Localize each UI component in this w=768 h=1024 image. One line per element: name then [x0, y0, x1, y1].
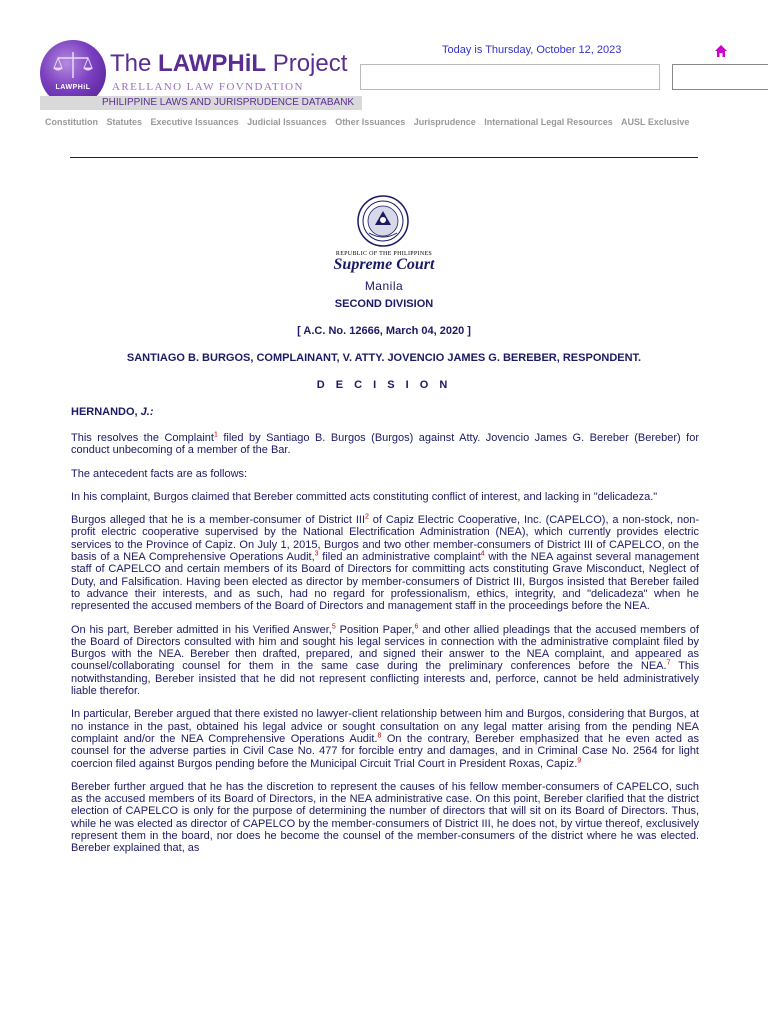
nav-constitution[interactable]: Constitution [45, 117, 98, 127]
nav-international-legal-resources[interactable]: International Legal Resources [484, 117, 613, 127]
footnote-link-8[interactable]: 8 [377, 732, 382, 740]
logo-subtitle: ARELLANO LAW FOVNDATION [112, 81, 304, 93]
nav-jurisprudence[interactable]: Jurisprudence [413, 117, 476, 127]
case-parties: SANTIAGO B. BURGOS, COMPLAINANT, V. ATTY. JOVENCIO JAMES G. BEREBER, RESPONDENT. [126, 352, 642, 364]
main-nav [45, 117, 695, 127]
nav-judicial-issuances[interactable]: Judicial Issuances [247, 117, 327, 127]
footnote-link-7[interactable]: 7 [666, 659, 671, 667]
court-division: SECOND DIVISION [334, 298, 434, 310]
nav-other-issuances[interactable]: Other Issuances [335, 117, 406, 127]
logo-tagline-bar: PHILIPPINE LAWS AND JURISPRUDENCE DATABANK [40, 96, 362, 110]
footnote-link-5[interactable]: 5 [331, 622, 336, 630]
paragraph-3: In his complaint, Burgos claimed that Bereber committed acts constituting conflict of interest, and lacking in "delicadeza." [71, 490, 658, 503]
paragraph-5: On his part, Bereber admitted in his Verified Answer,$^5$ Position Paper,$^6$ and other allied pleadings that the accused members of the Board of Directors consulted with him and sought his legal services in connection with the administrative complaint filed by Burgos with the NEA. Bereber then drafted, prepared, and signed their answer to the NEA complaint, and appeared as counsel/collaborating counsel for them in the same case during the preliminary conferences before the NEA.$^7$ This notwithstanding, Bereber insisted that he did not represent conflicting interests and, perforce, cannot be held administratively liable therefor. [71, 622, 699, 698]
footnote-link-1[interactable]: 1 [213, 431, 218, 439]
footnote-link-4[interactable]: 4 [480, 550, 485, 558]
home-icon[interactable] [714, 44, 728, 58]
court-city: Manila [364, 279, 404, 293]
search-input[interactable] [360, 64, 660, 90]
paragraph-6: In particular, Bereber argued that there existed no lawyer-client relationship between him and Burgos, considering that Burgos, at no instance in the past, obtained his legal advice or sought consultation on any legal matter arising from the pending NEA complaint and/or the NEA Comprehensive Operations Audit.$^8$ On the contrary, Bereber emphasized that he even acted as counsel for the adverse parties in Civil Case No. 477 for forcible entry and damages, and in Criminal Case No. 2564 for light coercion filed against Burgos pending before the Municipal Circuit Trial Court in President Roxas, Capiz.$^9$ [71, 708, 699, 770]
supreme-court-seal-icon [357, 195, 409, 247]
paragraph-4: Burgos alleged that he is a member-consumer of District III$^2$ of Capiz Electric Cooperative, Inc. (CAPELCO), a non-stock, non-profit electric cooperative supervised by the National Electrification Administration (NEA), which currently provides electric services to the Province of Capiz. On July 1, 2015, Burgos and two other member-consumers of District III of CAPELCO, on the basis of a NEA Comprehensive Operations Audit,$^3$ filed an administrative complaint$^4$ with the NEA against several management staff of CAPELCO and certain members of its Board of Directors for committing acts constituting Grave Misconduct, Neglect of Duty, and Falsification. Having been elected as director by member-consumers of District III, Burgos insisted that Bereber failed to advance their interests, and as such, had no regard for professionalism, ethics, integrity, and "delicadeza" when he represented the accused members of the Board of Directors and management staff in the proceedings before the NEA. [71, 513, 700, 613]
footnote-link-9[interactable]: 9 [577, 756, 582, 764]
site-logo[interactable] [40, 40, 370, 115]
scales-icon [52, 50, 94, 80]
search-field-secondary[interactable] [672, 64, 768, 90]
nav-ausl-exclusive[interactable]: AUSL Exclusive [621, 117, 690, 127]
paragraph-7: Bereber further argued that he has the discretion to represent the causes of his fellow member-consumers of CAPELCO, such as the accused members of its Board of Directors, in the NEA administrative case. On this point, Bereber clarified that the district election of CAPELCO is only for the purpose of determining the number of directors that will sit on its Board of Directors. Thus, while he was elected as director of CAPELCO by the member-consumers of District III, he does not, by virtue thereof, exclusively represent them in the board, nor does he become the counsel of the member-consumers of the district where he was elected. Bereber explained that, as [71, 780, 699, 855]
today-date: Today is Thursday, October 12, 2023 [442, 44, 622, 56]
case-number: [ A.C. No. 12666, March 04, 2020 ] [297, 325, 471, 337]
court-name: Supreme Court [333, 256, 435, 273]
ponente: HERNANDO, J.: [71, 406, 154, 418]
paragraph-2: The antecedent facts are as follows: [71, 467, 248, 480]
footnote-link-3[interactable]: 3 [314, 550, 319, 558]
republic-label: REPUBLIC OF THE PHILIPPINES [335, 251, 433, 257]
footnote-link-6[interactable]: 6 [414, 622, 419, 630]
logo-title: The LAWPHiL Project [110, 50, 348, 77]
decision-body [71, 432, 699, 866]
footnote-link-2[interactable]: 2 [365, 513, 369, 521]
header-divider [70, 157, 698, 158]
decision-heading: D E C I S I O N [316, 379, 452, 391]
logo-badge: LAWPHiL [55, 84, 91, 91]
paragraph-1: This resolves the Complaint$^1$ filed by Santiago B. Burgos (Burgos) against Atty. Jovencio James G. Bereber (Bereber) for conduct unbecoming of a member of the Bar. [71, 431, 699, 457]
nav-executive-issuances[interactable]: Executive Issuances [150, 117, 239, 127]
nav-statutes[interactable]: Statutes [106, 117, 143, 127]
